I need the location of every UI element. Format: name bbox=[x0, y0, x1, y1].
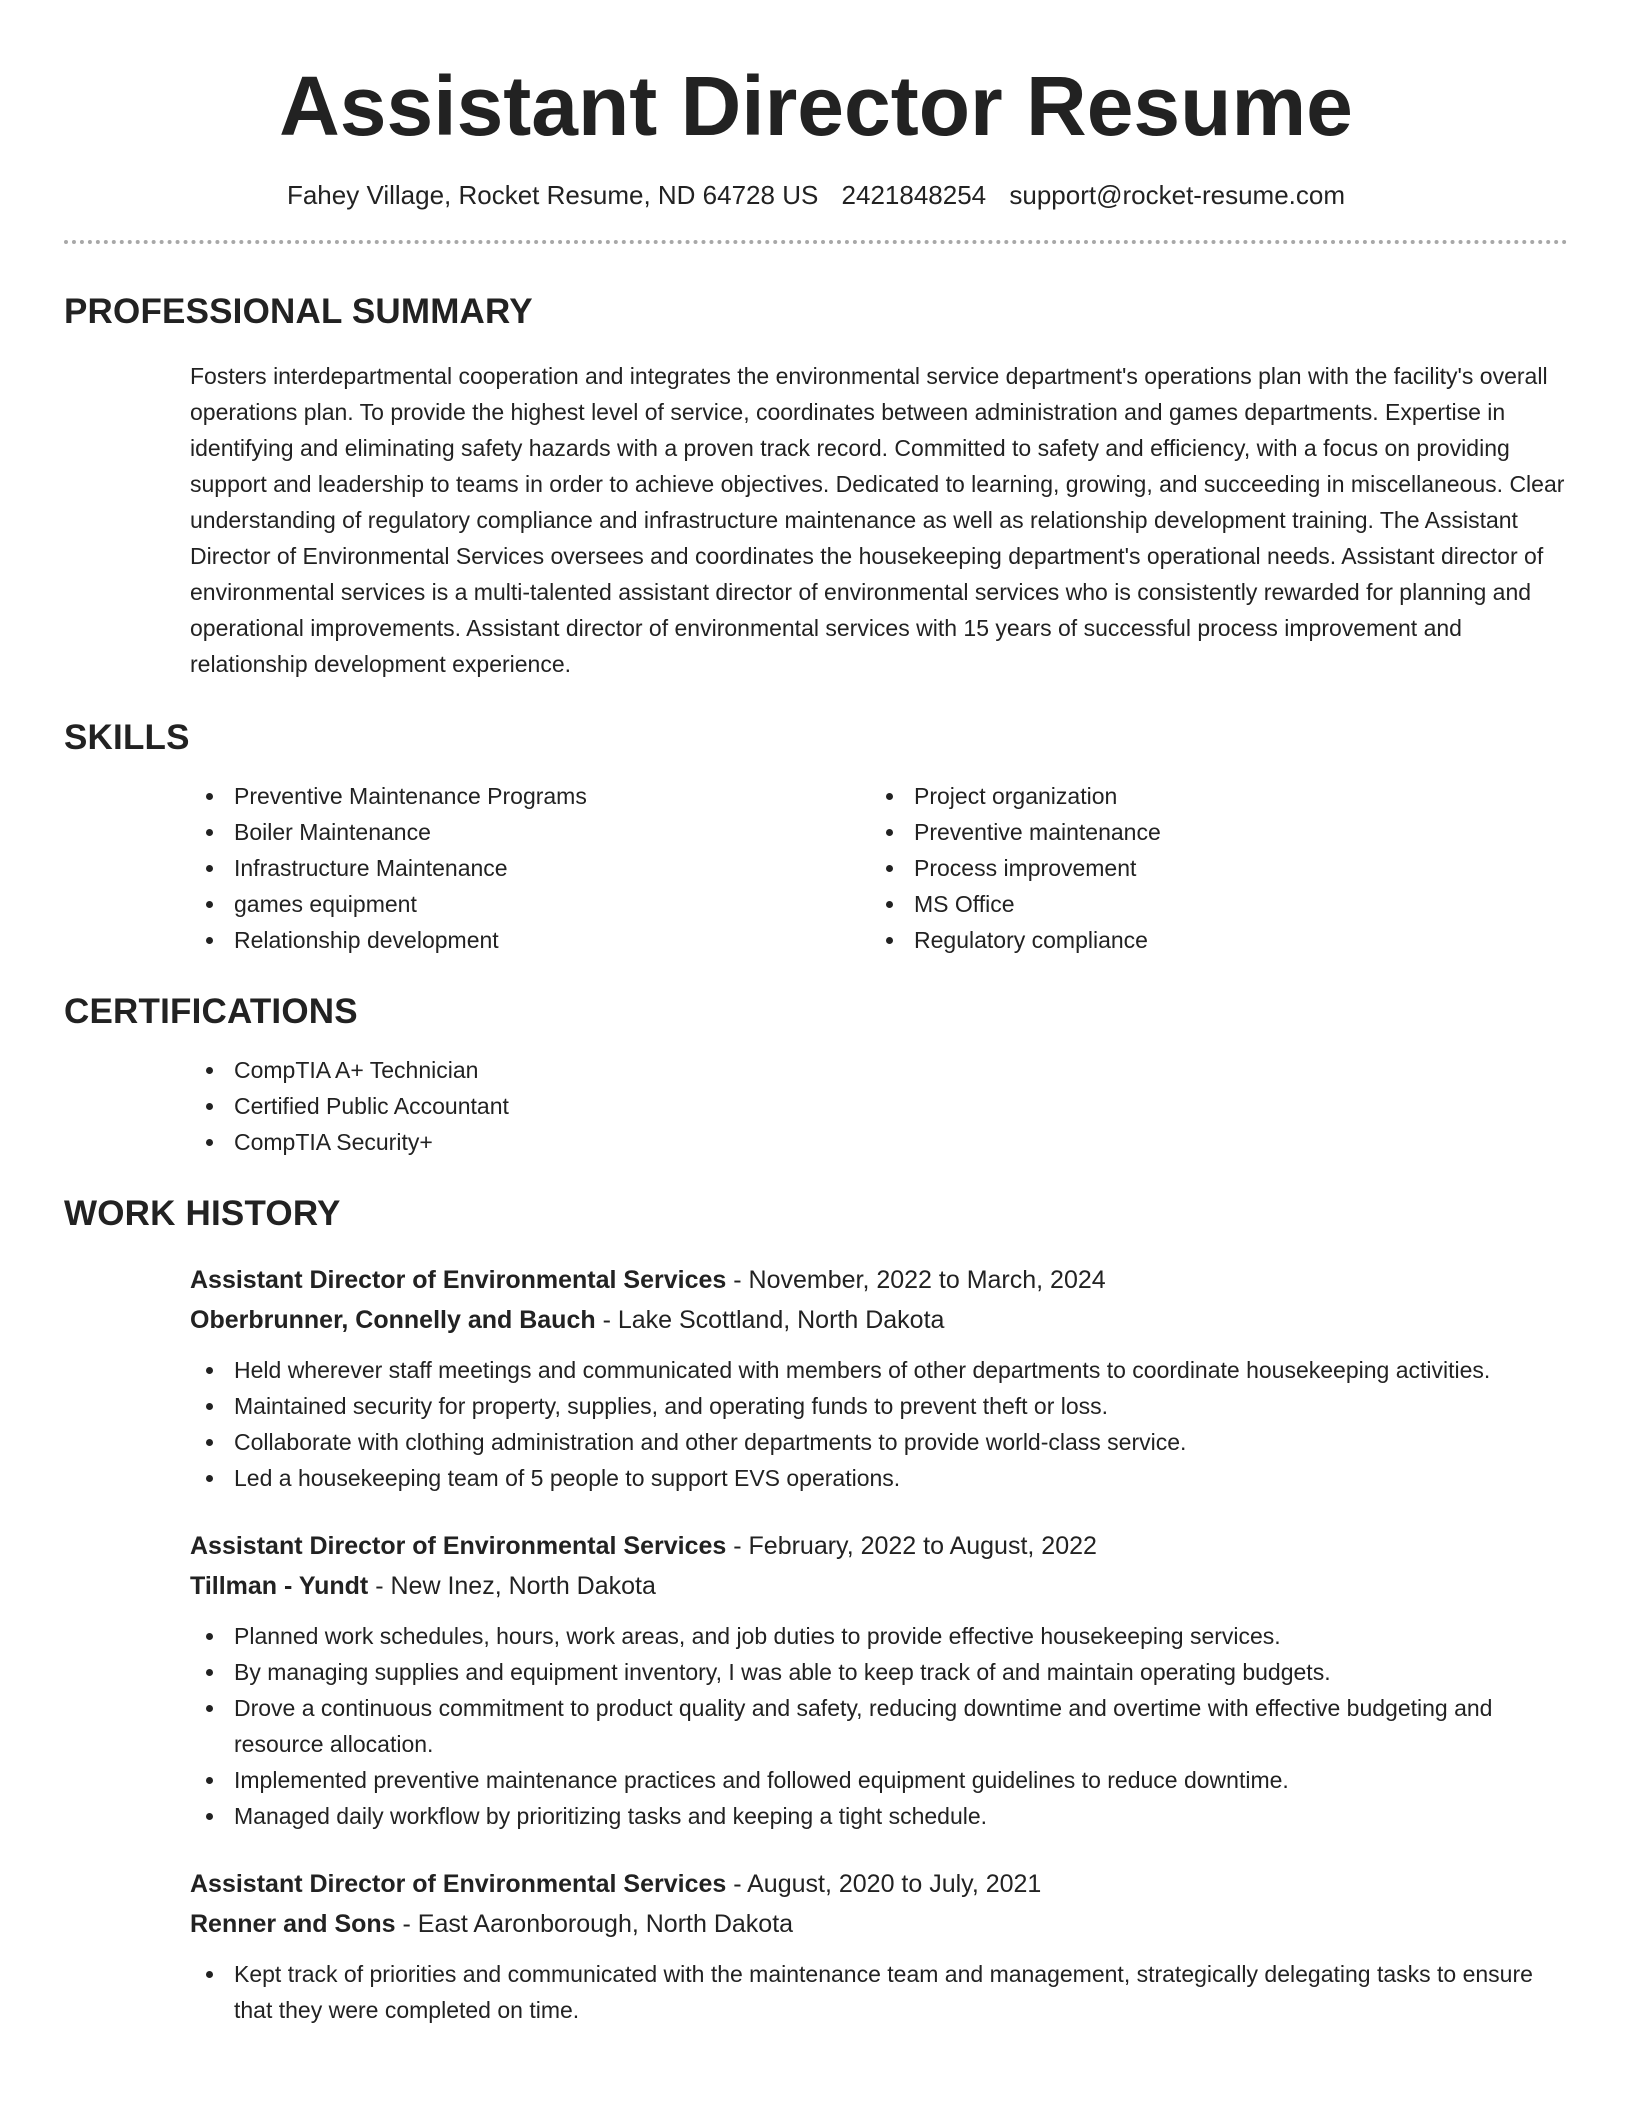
job-bullet: Implemented preventive maintenance practices and followed equipment guidelines to reduce downtime. bbox=[190, 1762, 1568, 1798]
job-dates: - August, 2020 to July, 2021 bbox=[726, 1870, 1042, 1898]
job-bullet: Collaborate with clothing administration and other departments to provide world-class service. bbox=[190, 1424, 1568, 1460]
page-title: Assistant Director Resume bbox=[279, 59, 1353, 153]
certification-item: CompTIA A+ Technician bbox=[190, 1052, 1568, 1088]
job-bullet: Held wherever staff meetings and communicated with members of other departments to coordinate housekeeping activities. bbox=[190, 1352, 1568, 1388]
job-bullets bbox=[190, 1956, 1568, 2028]
job-bullet: Planned work schedules, hours, work areas, and job duties to provide effective housekeeping services. bbox=[190, 1618, 1568, 1654]
job-bullets bbox=[190, 1618, 1568, 1834]
contact-phone: 2421848254 bbox=[841, 180, 987, 210]
skill-item: Relationship development bbox=[190, 922, 870, 958]
job-bullet: Led a housekeeping team of 5 people to support EVS operations. bbox=[190, 1460, 1568, 1496]
skill-item: Boiler Maintenance bbox=[190, 814, 870, 850]
job-company: Renner and Sons bbox=[190, 1910, 396, 1938]
certification-item: CompTIA Security+ bbox=[190, 1124, 1568, 1160]
skill-item: Process improvement bbox=[870, 850, 1550, 886]
work-history-heading: WORK HISTORY bbox=[64, 1194, 341, 1233]
job-bullet: Kept track of priorities and communicated with the maintenance team and management, strategically delegating tasks to ensure that they were completed on time. bbox=[190, 1956, 1568, 2028]
skills-column-right bbox=[870, 778, 1550, 958]
job-entry bbox=[190, 1864, 1568, 2028]
certifications-list bbox=[190, 1052, 1568, 1160]
skills-list bbox=[190, 778, 1568, 958]
certifications-heading: CERTIFICATIONS bbox=[64, 992, 358, 1031]
contact-address: Fahey Village, Rocket Resume, ND 64728 US bbox=[286, 180, 819, 210]
skill-item: Preventive Maintenance Programs bbox=[190, 778, 870, 814]
job-bullet: Maintained security for property, supplies, and operating funds to prevent theft or loss. bbox=[190, 1388, 1568, 1424]
job-title-line bbox=[190, 1526, 1568, 1566]
job-dates: - February, 2022 to August, 2022 bbox=[726, 1532, 1097, 1560]
job-company: Tillman - Yundt bbox=[190, 1572, 369, 1600]
job-title-line bbox=[190, 1260, 1568, 1300]
job-entry bbox=[190, 1526, 1568, 1834]
certification-item: Certified Public Accountant bbox=[190, 1088, 1568, 1124]
job-bullets bbox=[190, 1352, 1568, 1496]
work-history-list bbox=[190, 1260, 1568, 2028]
job-company-line bbox=[190, 1904, 1568, 1944]
skill-item: Infrastructure Maintenance bbox=[190, 850, 870, 886]
job-company: Oberbrunner, Connelly and Bauch bbox=[190, 1306, 596, 1334]
summary-heading: PROFESSIONAL SUMMARY bbox=[64, 292, 533, 331]
job-bullet: By managing supplies and equipment inventory, I was able to keep track of and maintain operating budgets. bbox=[190, 1654, 1568, 1690]
job-title: Assistant Director of Environmental Services bbox=[190, 1266, 727, 1294]
skills-column-left bbox=[190, 778, 870, 958]
job-title: Assistant Director of Environmental Services bbox=[190, 1870, 727, 1898]
job-entry bbox=[190, 1260, 1568, 1496]
skill-item: MS Office bbox=[870, 886, 1550, 922]
header-divider bbox=[64, 240, 1568, 244]
job-dates: - November, 2022 to March, 2024 bbox=[726, 1266, 1106, 1294]
skill-item: games equipment bbox=[190, 886, 870, 922]
summary-text: Fosters interdepartmental cooperation and integrates the environmental service department's operations plan with the facility's overall operations plan. To provide the highest level of service, coordinates between administration and games departments. Expertise in identifying and eliminating safety hazards with a proven track record. Committed to safety and efficiency, with a focus on providing support and leadership to teams in order to achieve objectives. Dedicated to learning, growing, and succeeding in miscellaneous. Clear understanding of regulatory compliance and infrastructure maintenance as well as relationship development training. The Assistant Director of Environmental Services oversees and coordinates the housekeeping department's operational needs. Assistant director of environmental services is a multi-talented assistant director of environmental services who is consistently rewarded for planning and operational improvements. Assistant director of environmental services with 15 years of successful process improvement and relationship development experience. bbox=[190, 363, 1565, 677]
job-location: - New Inez, North Dakota bbox=[368, 1572, 656, 1600]
skill-item: Preventive maintenance bbox=[870, 814, 1550, 850]
skills-heading: SKILLS bbox=[64, 718, 190, 757]
skill-item: Regulatory compliance bbox=[870, 922, 1550, 958]
contact-email: support@rocket-resume.com bbox=[1009, 180, 1346, 210]
job-bullet: Managed daily workflow by prioritizing tasks and keeping a tight schedule. bbox=[190, 1798, 1568, 1834]
job-company-line bbox=[190, 1566, 1568, 1606]
job-title-line bbox=[190, 1864, 1568, 1904]
job-company-line bbox=[190, 1300, 1568, 1340]
job-title: Assistant Director of Environmental Services bbox=[190, 1532, 727, 1560]
job-location: - Lake Scottland, North Dakota bbox=[595, 1306, 945, 1334]
job-bullet: Drove a continuous commitment to product quality and safety, reducing downtime and overtime with effective budgeting and resource allocation. bbox=[190, 1690, 1568, 1762]
contact-line bbox=[64, 178, 1568, 212]
job-location: - East Aaronborough, North Dakota bbox=[395, 1910, 794, 1938]
skill-item: Project organization bbox=[870, 778, 1550, 814]
